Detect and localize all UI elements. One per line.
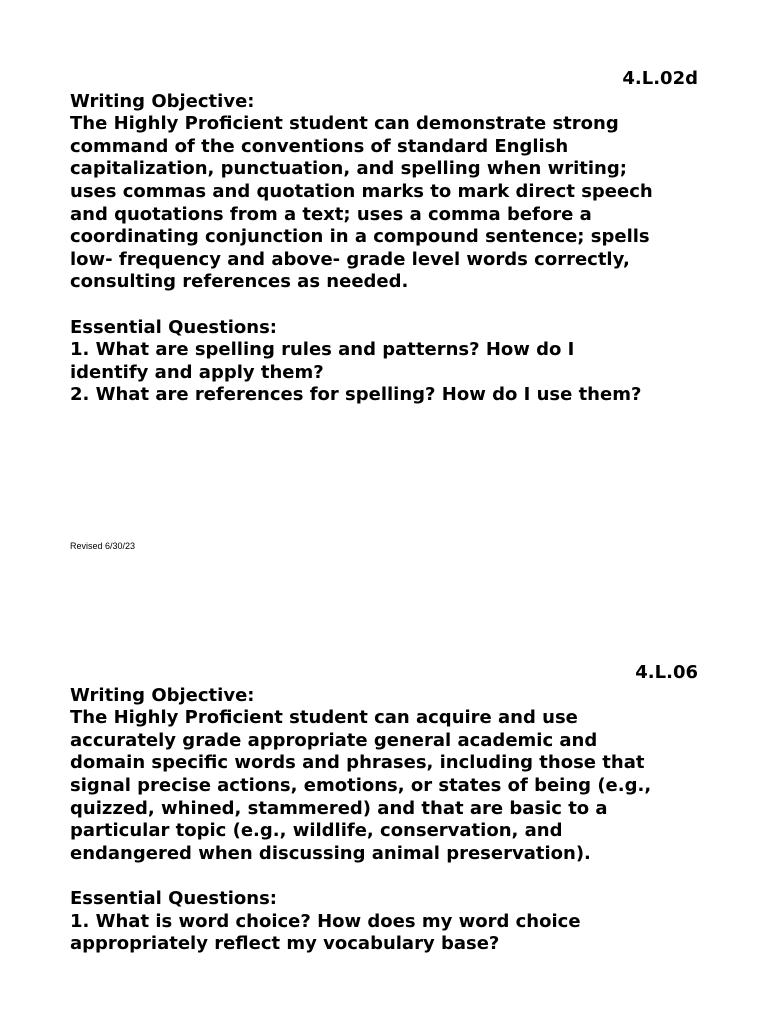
revision-footer: Revised 6/30/23 [70,541,136,551]
objective-line: capitalization, punctuation, and spelling when writing; [70,158,627,180]
questions-list [70,339,700,407]
objective-line: low- frequency and above- grade level words correctly, [70,248,630,270]
objective-line: coordinating conjunction in a compound sentence; spells [70,226,650,248]
objective-line: signal precise actions, emotions, or states of being (e.g., [70,774,652,796]
blank-line [70,294,700,317]
standard-section-4L06 [70,662,700,956]
objective-text [70,113,700,294]
objective-line: command of the conventions of standard English [70,135,569,157]
standard-section-4L02d [70,68,700,407]
standard-code: 4.L.02d [622,68,698,89]
objective-line: particular topic (e.g., wildlife, conservation, and [70,820,563,842]
objective-line: accurately grade appropriate general academic and [70,729,598,751]
objective-line: The Highly Proficient student can acquire and use [70,707,578,729]
objective-line: uses commas and quotation marks to mark direct speech [70,180,653,202]
questions-heading: Essential Questions: [70,316,278,338]
question-line: 2. What are references for spelling? How do I use them? [70,384,642,406]
objective-heading: Writing Objective: [70,90,255,112]
question-line: appropriately reflect my vocabulary base? [70,933,500,955]
objective-line: The Highly Proficient student can demonstrate strong [70,113,619,135]
objective-line: and quotations from a text; uses a comma before a [70,203,592,225]
objective-heading: Writing Objective: [70,684,255,706]
objective-line: endangered when discussing animal preservation). [70,842,591,864]
questions-list [70,911,700,956]
question-line: 1. What is word choice? How does my word choice [70,910,581,932]
question-line: identify and apply them? [70,361,324,383]
standard-code: 4.L.06 [635,662,698,683]
objective-line: quizzed, whined, stammered) and that are basic to a [70,797,608,819]
blank-line [70,865,700,888]
question-line: 1. What are spelling rules and patterns? How do I [70,339,575,361]
objective-line: consulting references as needed. [70,271,409,293]
questions-heading: Essential Questions: [70,887,278,909]
objective-text [70,707,700,865]
objective-line: domain specific words and phrases, including those that [70,752,645,774]
